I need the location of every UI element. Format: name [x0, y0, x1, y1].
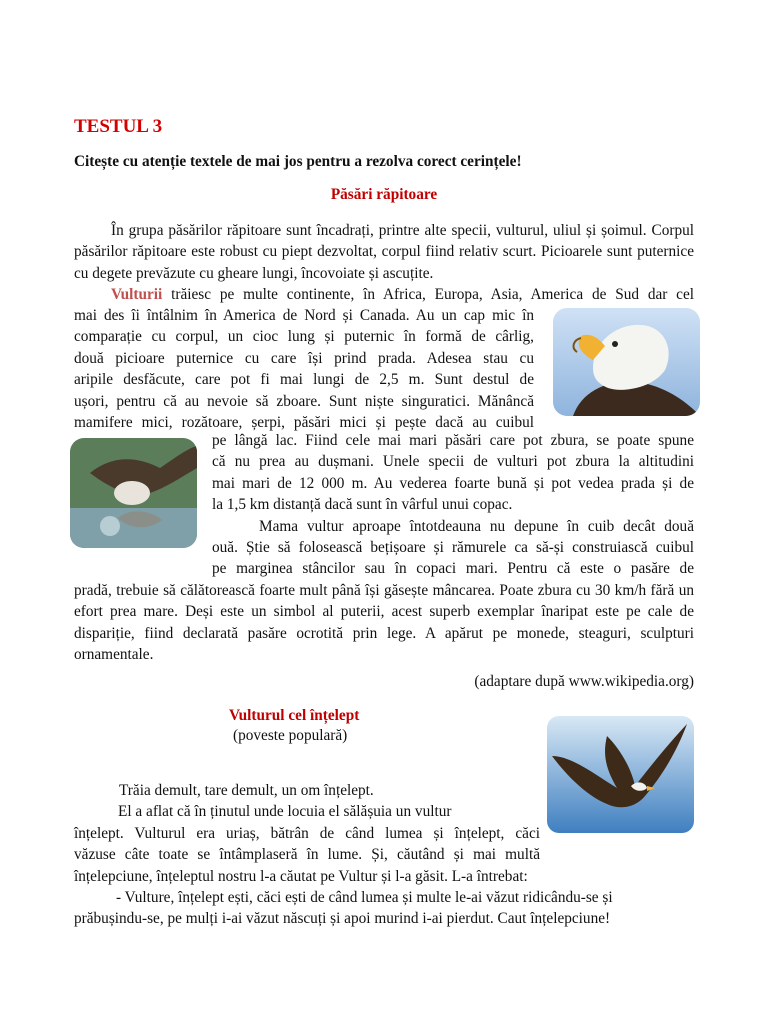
p3-right-line: Mama vultur aproape întotdeauna nu depune în cuib decât două — [259, 517, 694, 535]
p2-line: două picioare puternice cu care își prind prada. Adesea stau cu — [74, 349, 534, 367]
text1-paragraph-2-right-column — [212, 430, 694, 580]
p2-right-line: că nu prea au dușmani. Unele specii de vulturi pot zbura la altitudini — [212, 453, 694, 471]
source-note: (adaptare după www.wikipedia.org) — [474, 673, 694, 690]
p2-line: aripile desfăcute, care pot fi mai lungi de 2,5 m. Sunt destul de — [74, 371, 534, 389]
story-line: înțelepciune, înțeleptul nostru l-a căutat pe Vultur și l-a găsit. L-a întrebat: — [74, 867, 528, 885]
p2-line: mai des îi întâlnim în America de Nord și Canada. Au un cap mic în — [74, 307, 534, 324]
eagle-head-image — [553, 308, 700, 416]
p2-line: ușori, pentru că au nevoie să zboare. Sunt niște singuratici. Mănâncă — [74, 392, 534, 410]
p2-line: mamifere mici, rozătoare, șerpi, păsări mici și pește dacă au cuibul — [74, 414, 534, 432]
story-line: Trăia demult, tare demult, un om înțelept. — [119, 782, 374, 799]
p2-line1-text: trăiesc pe multe continente, în Africa, Europa, Asia, America de Sud dar cel — [171, 286, 695, 303]
keyword-vulturii: Vulturii — [111, 286, 163, 303]
p2-line: comparație cu corpul, un cioc lung și puternic în formă de cârlig, — [74, 328, 534, 346]
text1-paragraph-2-first-line — [111, 284, 694, 305]
text1-paragraph-1: În grupa păsărilor răpitoare sunt încadrați, printre alte specii, vulturul, uliul și șoimul. Corpul păsărilor răpitoare este robust cu piept dezvoltat, corpul fiind relativ scurt. Picioarele sunt puternice cu degete prevăzute cu gheare lungi, încovoiate și ascuțite. — [74, 222, 694, 282]
story-line: - Vulture, înțelept ești, căci ești de când lumea și multe le-ai văzut ridicându-se și — [116, 889, 613, 907]
p3-right-line: ouă. Știe să folosească bețișoare și rămurele ca să-și construiască cuibul — [212, 539, 694, 557]
story-line: înțelept. Vulturul era uriaș, bătrân de când lumea și înțelept, căci — [74, 824, 540, 842]
text1-title: Păsări răpitoare — [330, 186, 438, 203]
p2-right-line: mai mari de 12 000 m. Au vederea foarte bună și pot vedea prada și de — [212, 474, 694, 492]
test-title: TESTUL 3 — [74, 116, 163, 137]
p2-right-line: pe lângă lac. Fiind cele mai mari păsări care pot zbura, se poate spune — [212, 432, 694, 449]
p2-right-line: la 1,5 km distanță dacă sunt în vârful unui copac. — [212, 496, 513, 514]
story-line: prăbușindu-se, pe mulți i-ai văzut născuți și apoi murind i-ai pierdut. Caut înțelepciune! — [74, 910, 611, 928]
osprey-image — [70, 438, 197, 548]
instruction: Citește cu atenție textele de mai jos pentru a rezolva corect cerințele! — [74, 153, 522, 170]
text2-subtitle: (poveste populară) — [233, 727, 348, 744]
story-line: văzuse câte toate se întâmplaseră în lume. Și, căutând și mai multă — [74, 846, 540, 864]
text1-paragraph-2-left-column — [74, 305, 534, 433]
text2-body — [74, 780, 694, 930]
story-line: El a aflat că în ținutul unde locuia el sălășuia un vultur — [118, 803, 452, 821]
p3-right-line: pe marginea stâncilor sau în copaci mari. Pentru că este o pasăre de — [212, 560, 694, 578]
text2-title: Vulturul cel înțelept — [229, 707, 360, 724]
text1-paragraph-3-full: pradă, trebuie să călătorească foarte mult până își găsește mâncarea. Poate zbura cu 30 km/h fără un efort prea mare. Deși este un simbol al puterii, acest superb exemplar înaripat este pe cale de dispariție, fiind declarată pasăre ocrotită prin lege. A apărut pe monede, steaguri, sculpturi ornamentale. — [74, 582, 694, 664]
